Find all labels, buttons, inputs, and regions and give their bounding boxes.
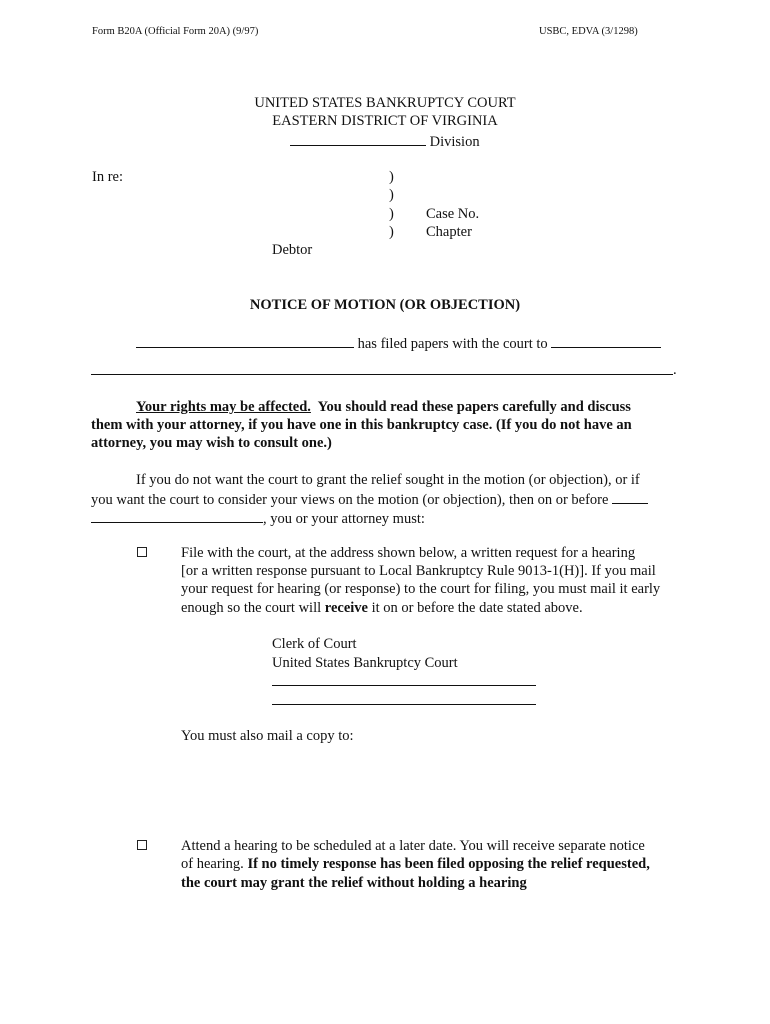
court-name: UNITED STATES BANKRUPTCY COURT — [254, 95, 516, 111]
item1-line-4 — [181, 599, 583, 618]
attend-hearing-checkbox[interactable] — [137, 840, 147, 850]
intro-line-1: If you do not want the court to grant the relief sought in the motion (or objection), or if — [136, 472, 640, 488]
period: . — [673, 362, 677, 378]
rights-line-3: attorney, you may wish to consult one.) — [91, 435, 332, 451]
caption-paren: ) — [389, 169, 394, 185]
item1-text-end: it on or before the date stated above. — [367, 600, 583, 616]
intro-text: you want the court to consider your views on the motion (or objection), then on or before — [91, 492, 609, 508]
item2-line-1: Attend a hearing to be scheduled at a later date. You will receive separate notice — [181, 838, 645, 854]
division-label: Division — [429, 134, 480, 150]
division-blank[interactable] — [290, 131, 426, 146]
relief-blank[interactable] — [551, 333, 661, 348]
item1-text: enough so the court will — [181, 600, 325, 616]
chapter-label: Chapter — [426, 224, 472, 240]
intro-line-3 — [91, 508, 425, 529]
in-re-label: In re: — [92, 169, 123, 185]
court-district: EASTERN DISTRICT OF VIRGINIA — [272, 113, 498, 129]
court-code: USBC, EDVA (3/1298) — [539, 26, 638, 37]
address-blank-1[interactable] — [272, 685, 536, 686]
intro-line-2 — [91, 489, 648, 510]
form-id: Form B20A (Official Form 20A) (9/97) — [92, 26, 259, 37]
filed-line — [136, 333, 661, 354]
item2-line-2 — [181, 855, 650, 874]
caption-paren: ) — [389, 206, 394, 222]
clerk-of-court: Clerk of Court — [272, 636, 357, 652]
item2-warning: If no timely response has been filed opposing the relief requested, — [247, 856, 650, 872]
deadline-blank-2[interactable] — [91, 508, 263, 523]
item1-line-2: [or a written response pursuant to Local Bankruptcy Rule 9013-1(H)]. If you mail — [181, 563, 656, 579]
caption-paren: ) — [389, 224, 394, 240]
address-blank-2[interactable] — [272, 704, 536, 705]
relief-continuation-blank[interactable] — [91, 374, 673, 375]
rights-line-1 — [136, 398, 631, 417]
rights-line-2: them with your attorney, if you have one in this bankruptcy case. (If you do not have an — [91, 417, 632, 433]
file-request-checkbox[interactable] — [137, 547, 147, 557]
item1-line-3: your request for hearing (or response) to the court for filing, you must mail it early — [181, 581, 661, 597]
intro-suffix: , you or your attorney must: — [263, 511, 425, 527]
deadline-blank[interactable] — [612, 489, 648, 504]
item1-line-1: File with the court, at the address shown below, a written request for a hearing — [181, 545, 636, 561]
case-no-label: Case No. — [426, 206, 480, 222]
division-line — [290, 131, 480, 152]
item2-line-3: the court may grant the relief without holding a hearing — [181, 875, 527, 891]
caption-paren: ) — [389, 187, 394, 203]
debtor-label: Debtor — [272, 242, 313, 258]
rights-warning: Your rights may be affected. — [136, 399, 311, 415]
court-address-name: United States Bankruptcy Court — [272, 655, 458, 671]
filed-text: has filed papers with the court to — [357, 336, 548, 352]
mail-copy-text: You must also mail a copy to: — [181, 728, 354, 744]
rights-text: You should read these papers carefully and discuss — [317, 399, 631, 415]
movant-blank[interactable] — [136, 333, 354, 348]
notice-title: NOTICE OF MOTION (OR OBJECTION) — [249, 297, 521, 313]
item2-text: of hearing. — [181, 856, 248, 872]
receive-emphasis: receive — [324, 600, 368, 616]
